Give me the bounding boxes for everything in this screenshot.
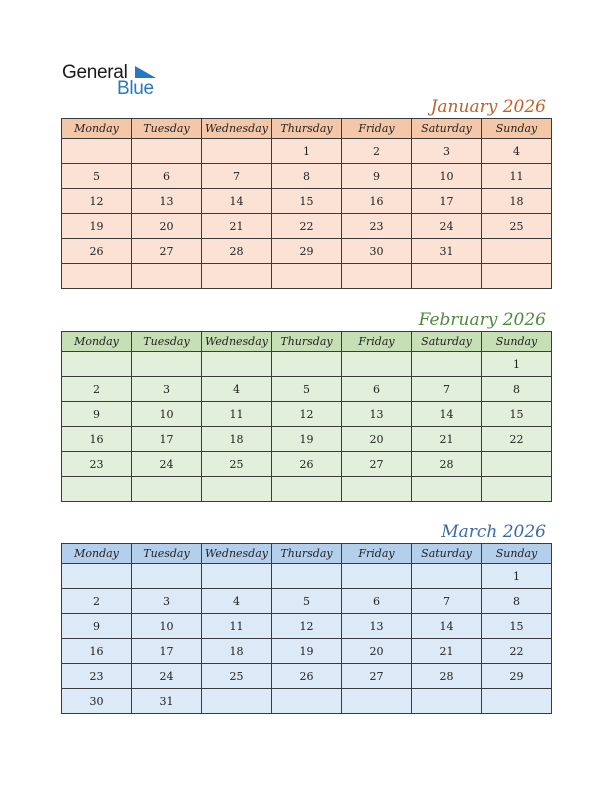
day-cell: 20 [132, 214, 202, 239]
day-cell: 13 [342, 614, 412, 639]
day-cell: 15 [272, 189, 342, 214]
day-cell: 21 [202, 214, 272, 239]
month-march [61, 521, 552, 714]
day-cell: 27 [342, 664, 412, 689]
day-cell [202, 264, 272, 289]
day-cell: 17 [132, 427, 202, 452]
weekday-header: Thursday [272, 332, 342, 352]
day-cell [62, 352, 132, 377]
day-cell: 21 [412, 427, 482, 452]
day-cell: 27 [132, 239, 202, 264]
week-row [62, 377, 552, 402]
calendar-table [61, 331, 552, 502]
day-cell [482, 689, 552, 714]
day-cell: 14 [412, 402, 482, 427]
month-title: March 2026 [441, 522, 546, 542]
day-cell: 15 [482, 402, 552, 427]
day-cell [202, 564, 272, 589]
week-row [62, 452, 552, 477]
weekday-header: Sunday [482, 544, 552, 564]
day-cell [412, 477, 482, 502]
logo-text-general: General [62, 62, 128, 83]
day-cell: 12 [272, 614, 342, 639]
week-row [62, 189, 552, 214]
day-cell: 11 [202, 614, 272, 639]
day-cell [272, 352, 342, 377]
day-cell: 14 [202, 189, 272, 214]
day-cell: 4 [202, 589, 272, 614]
weekday-header: Monday [62, 544, 132, 564]
weekday-header-row [62, 119, 552, 139]
day-cell [132, 477, 202, 502]
day-cell: 20 [342, 639, 412, 664]
week-row [62, 214, 552, 239]
day-cell [272, 477, 342, 502]
day-cell: 22 [482, 427, 552, 452]
day-cell: 5 [272, 589, 342, 614]
day-cell: 11 [202, 402, 272, 427]
day-cell: 19 [62, 214, 132, 239]
month-february [61, 309, 552, 502]
day-cell: 3 [412, 139, 482, 164]
day-cell: 10 [412, 164, 482, 189]
day-cell: 27 [342, 452, 412, 477]
day-cell [412, 689, 482, 714]
day-cell: 9 [62, 614, 132, 639]
day-cell: 19 [272, 639, 342, 664]
day-cell: 29 [482, 664, 552, 689]
day-cell: 24 [132, 664, 202, 689]
month-january [61, 96, 552, 289]
week-row [62, 402, 552, 427]
month-title: February 2026 [418, 310, 546, 330]
day-cell [342, 264, 412, 289]
day-cell: 9 [342, 164, 412, 189]
day-cell: 26 [272, 664, 342, 689]
week-row [62, 664, 552, 689]
day-cell [62, 564, 132, 589]
day-cell [62, 477, 132, 502]
weekday-header-row [62, 544, 552, 564]
day-cell: 4 [202, 377, 272, 402]
day-cell [272, 264, 342, 289]
day-cell: 25 [482, 214, 552, 239]
calendar-table [61, 118, 552, 289]
day-cell: 10 [132, 614, 202, 639]
week-row [62, 139, 552, 164]
day-cell: 10 [132, 402, 202, 427]
day-cell [62, 264, 132, 289]
day-cell: 16 [62, 427, 132, 452]
day-cell: 8 [482, 377, 552, 402]
day-cell [482, 239, 552, 264]
day-cell: 24 [132, 452, 202, 477]
day-cell: 4 [482, 139, 552, 164]
weekday-header: Tuesday [132, 119, 202, 139]
day-cell: 2 [62, 589, 132, 614]
month-title: January 2026 [430, 97, 546, 117]
week-row [62, 352, 552, 377]
weekday-header: Tuesday [132, 544, 202, 564]
day-cell [272, 564, 342, 589]
weekday-header-row [62, 332, 552, 352]
day-cell [342, 477, 412, 502]
day-cell: 29 [272, 239, 342, 264]
day-cell: 24 [412, 214, 482, 239]
day-cell: 28 [412, 452, 482, 477]
week-row [62, 689, 552, 714]
day-cell: 23 [342, 214, 412, 239]
day-cell: 7 [412, 377, 482, 402]
day-cell: 8 [482, 589, 552, 614]
day-cell: 1 [482, 352, 552, 377]
day-cell [482, 477, 552, 502]
day-cell [412, 264, 482, 289]
weekday-header: Friday [342, 332, 412, 352]
day-cell: 11 [482, 164, 552, 189]
day-cell: 18 [202, 639, 272, 664]
weekday-header: Wednesday [202, 332, 272, 352]
logo-flag-icon [134, 65, 158, 79]
weekday-header: Sunday [482, 332, 552, 352]
day-cell: 16 [62, 639, 132, 664]
week-row [62, 589, 552, 614]
weekday-header: Saturday [412, 119, 482, 139]
weekday-header: Tuesday [132, 332, 202, 352]
day-cell: 2 [342, 139, 412, 164]
weekday-header: Wednesday [202, 119, 272, 139]
day-cell [202, 352, 272, 377]
day-cell: 14 [412, 614, 482, 639]
weekday-header: Sunday [482, 119, 552, 139]
day-cell: 6 [342, 377, 412, 402]
weekday-header: Thursday [272, 119, 342, 139]
day-cell: 18 [482, 189, 552, 214]
day-cell: 22 [482, 639, 552, 664]
day-cell: 26 [272, 452, 342, 477]
day-cell: 13 [132, 189, 202, 214]
day-cell: 7 [202, 164, 272, 189]
day-cell: 3 [132, 589, 202, 614]
day-cell: 31 [412, 239, 482, 264]
day-cell: 1 [482, 564, 552, 589]
week-row [62, 614, 552, 639]
day-cell: 8 [272, 164, 342, 189]
day-cell: 3 [132, 377, 202, 402]
day-cell: 5 [272, 377, 342, 402]
week-row [62, 239, 552, 264]
weekday-header: Monday [62, 332, 132, 352]
day-cell: 28 [202, 239, 272, 264]
weekday-header: Friday [342, 544, 412, 564]
day-cell [62, 139, 132, 164]
day-cell [342, 689, 412, 714]
day-cell [412, 564, 482, 589]
weekday-header: Monday [62, 119, 132, 139]
day-cell: 16 [342, 189, 412, 214]
day-cell: 12 [62, 189, 132, 214]
day-cell: 7 [412, 589, 482, 614]
week-row [62, 264, 552, 289]
week-row [62, 164, 552, 189]
day-cell [202, 139, 272, 164]
calendar-table [61, 543, 552, 714]
day-cell [132, 564, 202, 589]
day-cell: 17 [132, 639, 202, 664]
day-cell [202, 689, 272, 714]
day-cell: 15 [482, 614, 552, 639]
day-cell: 25 [202, 452, 272, 477]
week-row [62, 639, 552, 664]
week-row [62, 564, 552, 589]
day-cell: 26 [62, 239, 132, 264]
week-row [62, 477, 552, 502]
weekday-header: Saturday [412, 332, 482, 352]
day-cell [342, 564, 412, 589]
day-cell: 21 [412, 639, 482, 664]
day-cell [342, 352, 412, 377]
day-cell: 12 [272, 402, 342, 427]
day-cell: 17 [412, 189, 482, 214]
day-cell: 5 [62, 164, 132, 189]
day-cell: 6 [132, 164, 202, 189]
day-cell: 22 [272, 214, 342, 239]
weekday-header: Friday [342, 119, 412, 139]
day-cell: 23 [62, 664, 132, 689]
day-cell: 25 [202, 664, 272, 689]
day-cell: 31 [132, 689, 202, 714]
logo-text-blue: Blue [117, 78, 154, 99]
day-cell: 20 [342, 427, 412, 452]
day-cell [272, 689, 342, 714]
weekday-header: Wednesday [202, 544, 272, 564]
day-cell: 13 [342, 402, 412, 427]
day-cell [412, 352, 482, 377]
day-cell: 2 [62, 377, 132, 402]
day-cell: 6 [342, 589, 412, 614]
weekday-header: Saturday [412, 544, 482, 564]
day-cell [132, 352, 202, 377]
day-cell [202, 477, 272, 502]
day-cell: 18 [202, 427, 272, 452]
day-cell: 9 [62, 402, 132, 427]
day-cell: 1 [272, 139, 342, 164]
day-cell: 28 [412, 664, 482, 689]
day-cell: 19 [272, 427, 342, 452]
weekday-header: Thursday [272, 544, 342, 564]
day-cell: 30 [342, 239, 412, 264]
day-cell [482, 452, 552, 477]
day-cell [132, 139, 202, 164]
day-cell [482, 264, 552, 289]
week-row [62, 427, 552, 452]
day-cell: 30 [62, 689, 132, 714]
day-cell: 23 [62, 452, 132, 477]
day-cell [132, 264, 202, 289]
